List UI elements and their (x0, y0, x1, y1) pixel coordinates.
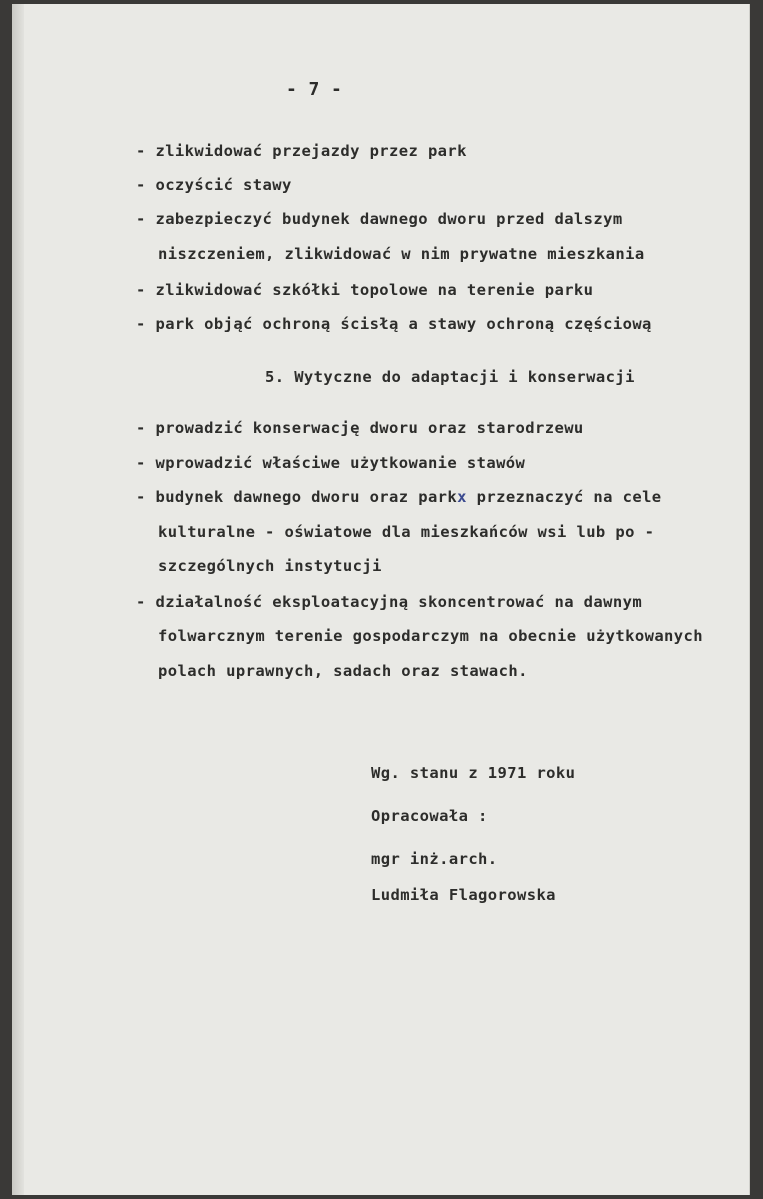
handwritten-x-mark: x (457, 488, 467, 506)
list-item: - działalność eksploatacyjną skoncentrować na dawnym (136, 593, 643, 611)
list-item: - wprowadzić właściwe użytkowanie stawów (136, 454, 526, 472)
signature-date: Wg. stanu z 1971 roku (371, 764, 576, 782)
list-item-continuation: kulturalne - oświatowe dla mieszkańców wsi lub po - (158, 523, 655, 541)
list-item-continuation: folwarcznym terenie gospodarczym na obecnie użytkowanych (158, 627, 703, 645)
list-item: - zlikwidować szkółki topolowe na terenie parku (136, 281, 594, 299)
list-item-continuation: niszczeniem, zlikwidować w nim prywatne mieszkania (158, 245, 645, 263)
list-item: - prowadzić konserwację dworu oraz starodrzewu (136, 419, 584, 437)
list-item-continuation: polach uprawnych, sadach oraz stawach. (158, 662, 528, 680)
list-item-continuation: szczególnych instytucji (158, 557, 382, 575)
list-item: - zlikwidować przejazdy przez park (136, 142, 467, 160)
signature-name: Ludmiła Flagorowska (371, 886, 556, 904)
list-item: - zabezpieczyć budynek dawnego dworu przed dalszym (136, 210, 623, 228)
list-item-text: przeznaczyć na cele (466, 488, 662, 506)
page-number: - 7 - (286, 79, 343, 100)
list-item: - oczyścić stawy (136, 176, 292, 194)
page-binding-shadow (12, 4, 24, 1195)
signature-prepared-by: Opracowała : (371, 807, 488, 825)
list-item: - park objąć ochroną ścisłą a stawy ochroną częściową (136, 315, 652, 333)
list-item (136, 488, 662, 506)
signature-title: mgr inż.arch. (371, 850, 498, 868)
list-item-text: - budynek dawnego dworu oraz park (136, 488, 458, 506)
section-heading: 5. Wytyczne do adaptacji i konserwacji (265, 368, 635, 386)
